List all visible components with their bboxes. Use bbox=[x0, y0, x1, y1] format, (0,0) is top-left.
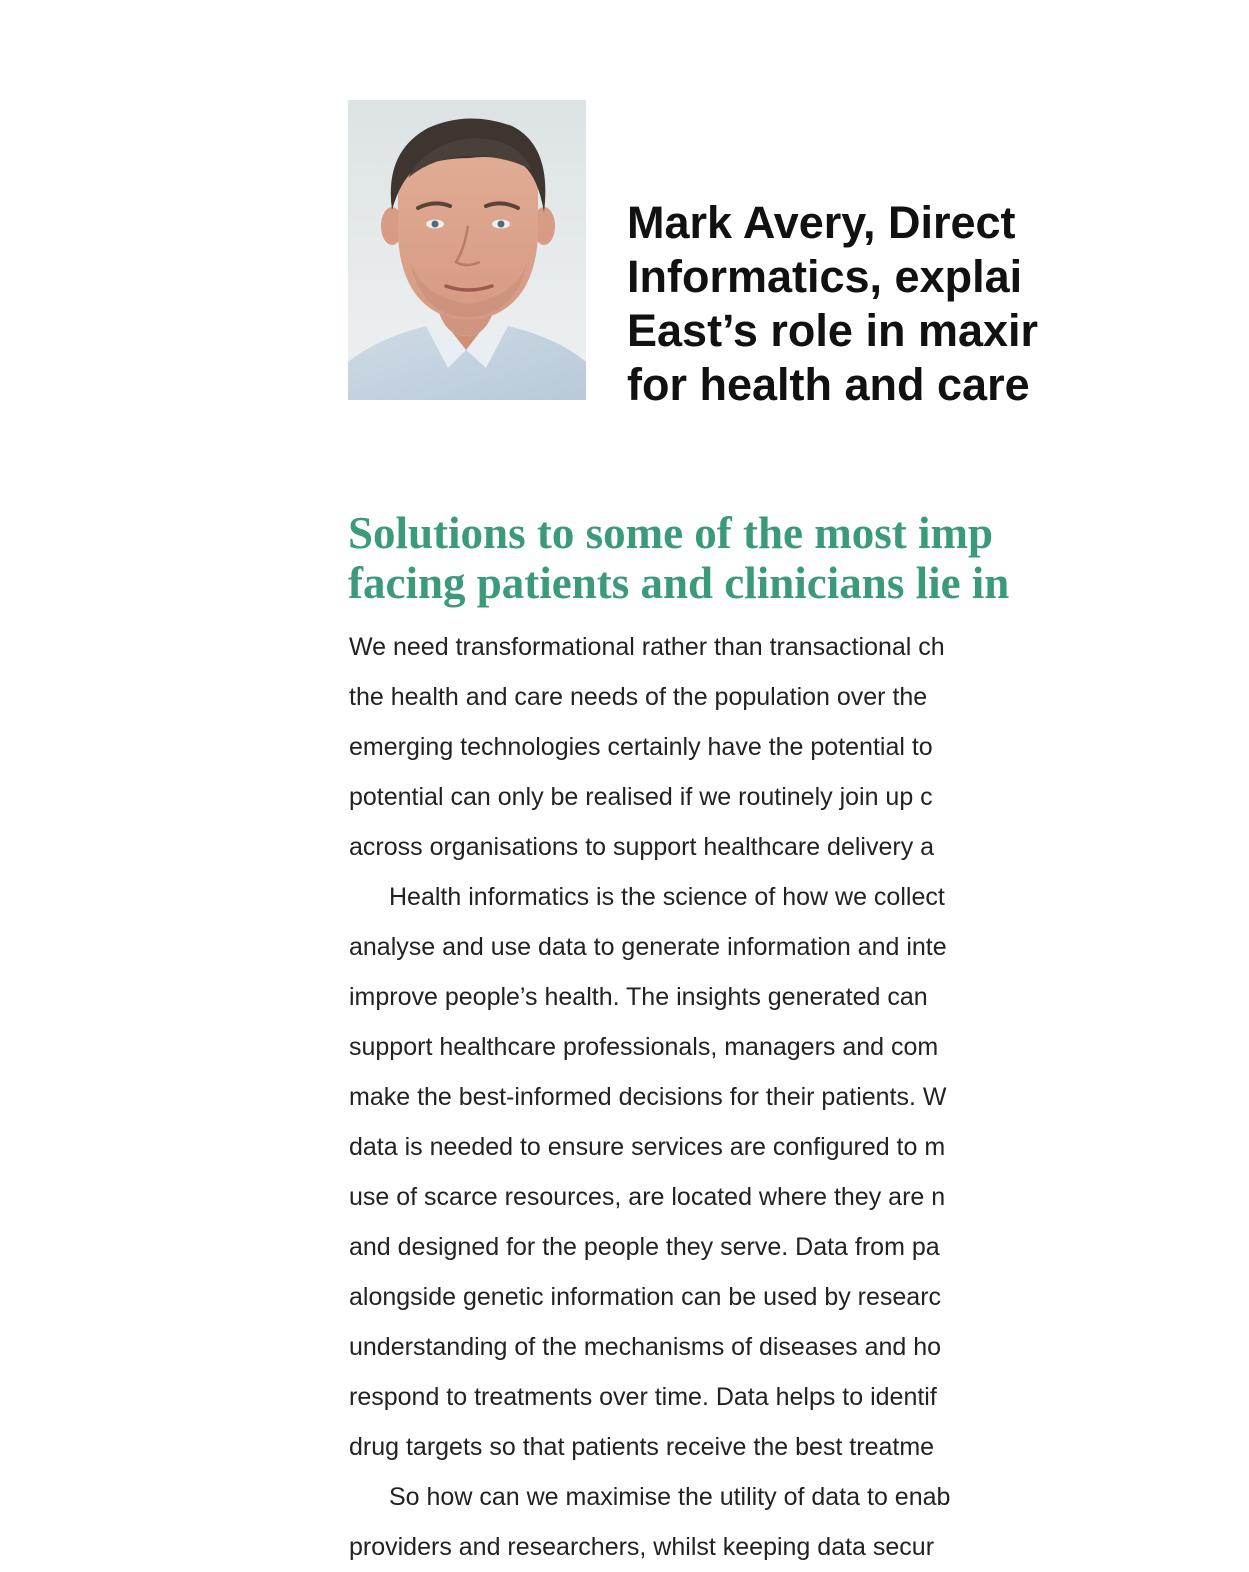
person-portrait-image bbox=[348, 100, 586, 400]
body-line: and designed for the people they serve. Data from pa bbox=[349, 1233, 940, 1261]
body-line: Health informatics is the science of how we collect bbox=[389, 883, 945, 911]
headline-line: Solutions to some of the most imp bbox=[348, 508, 994, 558]
intro-line: for health and care bbox=[627, 359, 1030, 410]
body-line: respond to treatments over time. Data helps to identif bbox=[349, 1383, 937, 1411]
article-intro-heading bbox=[627, 196, 1227, 412]
body-line: providers and researchers, whilst keeping data secur bbox=[349, 1533, 935, 1561]
body-line: improve people’s health. The insights generated can bbox=[349, 983, 928, 1011]
intro-line: Mark Avery, Direct bbox=[627, 197, 1016, 248]
body-line: use of scarce resources, are located where they are n bbox=[349, 1183, 946, 1211]
body-line: So how can we maximise the utility of data to enab bbox=[389, 1483, 951, 1511]
body-line: analyse and use data to generate information and inte bbox=[349, 933, 947, 961]
body-line: We need transformational rather than transactional ch bbox=[349, 633, 945, 661]
headline-line: facing patients and clinicians lie in bbox=[348, 558, 1010, 608]
body-line: support healthcare professionals, managers and com bbox=[349, 1033, 939, 1061]
body-line: potential can only be realised if we routinely join up c bbox=[349, 783, 933, 811]
body-line: across organisations to support healthcare delivery a bbox=[349, 833, 935, 861]
body-line: alongside genetic information can be used by researc bbox=[349, 1283, 942, 1311]
body-line: data is needed to ensure services are configured to m bbox=[349, 1133, 946, 1161]
intro-line: Informatics, explai bbox=[627, 251, 1023, 302]
body-line: understanding of the mechanisms of diseases and ho bbox=[349, 1333, 942, 1361]
article-body bbox=[349, 622, 1249, 1572]
portrait-photo bbox=[348, 100, 586, 400]
body-line: the health and care needs of the population over the bbox=[349, 683, 928, 711]
article-headline bbox=[348, 508, 1248, 608]
body-line: drug targets so that patients receive the best treatme bbox=[349, 1433, 935, 1461]
body-line: make the best-informed decisions for their patients. W bbox=[349, 1083, 947, 1111]
intro-line: East’s role in maxir bbox=[627, 305, 1039, 356]
body-line: emerging technologies certainly have the potential to bbox=[349, 733, 933, 761]
